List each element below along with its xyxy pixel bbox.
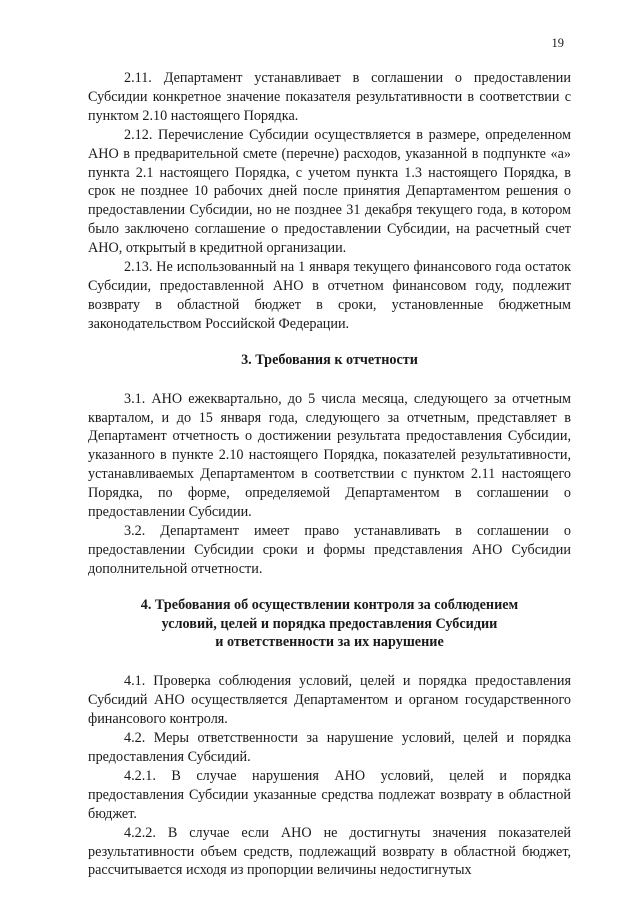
paragraph-4-2: 4.2. Меры ответственности за нарушение условий, целей и порядка предоставления Субсидий. [88, 730, 571, 765]
paragraph-4-2-2: 4.2.2. В случае если АНО не достигнуты значения показателей результативности объем средств, подлежащий возврату в областной бюджет, рассчитывается исходя из пропорции величины недостигнутых [88, 824, 571, 879]
paragraph-2-13: 2.13. Не использованный на 1 января текущего финансового года остаток Субсидии, предоставленной АНО в отчетном финансовом году, подлежит возврату в областной бюджет в сроки, установленные бюджетным законодательством Российской Федерации. [88, 259, 571, 332]
section-4-heading-line-1: 4. Требования об осуществлении контроля за соблюдением [140, 596, 519, 613]
paragraph-3-2: 3.2. Департамент имеет право устанавливать в соглашении о предоставлении Субсидии сроки и формы представления АНО Субсидии дополнительной отчетности. [88, 522, 571, 577]
paragraph-3-1: 3.1. АНО ежеквартально, до 5 числа месяца, следующего за отчетным кварталом, и до 15 января года, следующего за отчетным, представляет в Департамент отчетность о достижении результата предоставления Субсидии, указанного в пункте 2.10 настоящего Порядка, показателей результативности, устанавливаемых Департаментом в соответствии с пунктом 2.11 настоящего Порядка, по форме, определяемой Департаментом в соглашении о предоставлении Субсидии. [88, 390, 571, 521]
section-4-heading-line-3: и ответственности за их нарушение [215, 634, 444, 651]
section-4-heading [88, 596, 571, 653]
page-number: 19 [551, 36, 564, 50]
paragraph-4-2-1: 4.2.1. В случае нарушения АНО условий, целей и порядка предоставления Субсидии указанные средства подлежат возврату в областной бюджет. [88, 767, 571, 822]
paragraph-2-12: 2.12. Перечисление Субсидии осуществляется в размере, определенном АНО в предварительной смете (перечне) расходов, указанной в подпункте «а» пункта 2.1 настоящего Порядка, с учетом пункта 1.3 настоящего Порядка, в срок не позднее 10 рабочих дней после принятия Департаментом решения о предоставлении Субсидии, но не позднее 31 декабря текущего года, в котором было заключено соглашение о предоставлении Субсидии, на расчетный счет АНО, открытый в кредитной организации. [88, 126, 571, 257]
paragraph-4-1: 4.1. Проверка соблюдения условий, целей и порядка предоставления Субсидий АНО осуществляется Департаментом и органом государственного финансового контроля. [88, 673, 571, 728]
page-content [88, 69, 571, 880]
paragraph-2-11: 2.11. Департамент устанавливает в соглашении о предоставлении Субсидии конкретное значение показателя результативности в соответствии с пунктом 2.10 настоящего Порядка. [88, 70, 571, 124]
section-3-heading: 3. Требования к отчетности [241, 351, 418, 368]
section-4-heading-line-2: условий, целей и порядка предоставления Субсидии [161, 615, 498, 632]
